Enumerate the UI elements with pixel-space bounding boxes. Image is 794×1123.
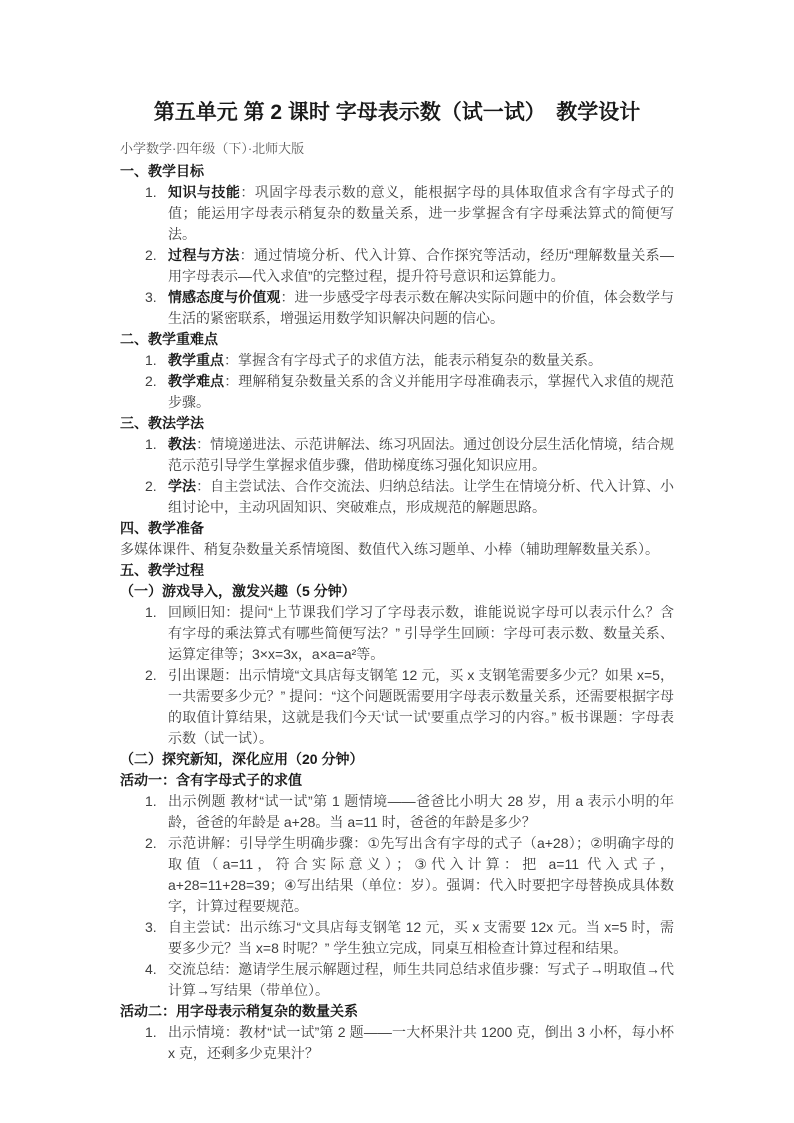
- item-text: 引出课题：出示情境“文具店每支钢笔 12 元，买 x 支钢笔需要多少元？如果 x=5，一共需要多少元？” 提问：“这个问题既需要用字母表示数量关系，还需要根据字母的取值计算结果，这就是我们今天‘试一试’要重点学习的内容。” 板书课题：字母表示数（试一试）。: [168, 667, 674, 746]
- list-item: [120, 371, 674, 413]
- list-number: 2.: [145, 478, 157, 494]
- item-text: [168, 350, 674, 371]
- key-points-list: [120, 350, 674, 413]
- item-text: [168, 182, 674, 245]
- item-text: [168, 371, 674, 413]
- subsection-heading-explore: （二）探究新知，深化应用（20 分钟）: [120, 751, 364, 767]
- item-term: 过程与方法: [168, 247, 240, 263]
- list-number: 3.: [145, 289, 157, 305]
- item-body: ：掌握含有字母式子的求值方法，能表示稍复杂的数量关系。: [224, 352, 602, 368]
- methods-list: [120, 434, 674, 518]
- item-body: ：通过情境分析、代入计算、合作探究等活动，经历“理解数量关系—用字母表示—代入求值”的完整过程，提升符号意识和运算能力。: [168, 247, 674, 284]
- list-number: 2.: [145, 835, 157, 851]
- intro-list: [120, 602, 674, 749]
- list-item: [120, 1022, 674, 1064]
- list-item: [120, 182, 674, 245]
- section-heading-key-points: 二、教学重难点: [120, 331, 218, 347]
- item-body: ：进一步感受字母表示数在解决实际问题中的价值，体会数学与生活的紧密联系，增强运用数学知识解决问题的信心。: [168, 289, 675, 326]
- list-number: 3.: [145, 919, 157, 935]
- list-item: [120, 917, 674, 959]
- objectives-list: [120, 182, 674, 329]
- item-term: 情感态度与价值观: [168, 289, 281, 305]
- subsection-heading-intro: （一）游戏导入，激发兴趣（5 分钟）: [120, 583, 356, 599]
- list-item: [120, 245, 674, 287]
- list-number: 1.: [145, 793, 157, 809]
- document-title: 第五单元 第 2 课时 字母表示数（试一试） 教学设计: [153, 101, 641, 124]
- list-item: [120, 350, 674, 371]
- item-text: 示范讲解：引导学生明确步骤：①先写出含有字母的式子（a+28）；②明确字母的取值（a=11，符合实际意义）；③代入计算：把 a=11 代入式子，a+28=11+28=39；④写出结果（单位：岁）。强调：代入时要把字母替换成具体数字，计算过程要规范。: [168, 835, 674, 914]
- document-subtitle: 小学数学·四年级（下）·北师大版: [120, 141, 305, 156]
- list-item: [120, 833, 674, 917]
- item-body: ：巩固字母表示数的意义，能根据字母的具体取值求含有字母式子的值；能运用字母表示稍复杂的数量关系，进一步掌握含有字母乘法算式的简便写法。: [168, 184, 675, 242]
- section-heading-objectives: 一、教学目标: [120, 163, 204, 179]
- item-text: [168, 434, 674, 476]
- activity-one-list: [120, 791, 674, 1001]
- list-number: 2.: [145, 667, 157, 683]
- list-number: 1.: [145, 184, 157, 200]
- section-heading-preparation: 四、教学准备: [120, 520, 204, 536]
- list-number: 4.: [145, 961, 157, 977]
- list-number: 1.: [145, 1024, 157, 1040]
- item-term: 知识与技能: [168, 184, 241, 200]
- list-number: 2.: [145, 373, 157, 389]
- item-term: 教学重点: [168, 352, 224, 368]
- list-item: [120, 434, 674, 476]
- list-item: [120, 959, 674, 1001]
- item-term: 教法: [168, 436, 197, 452]
- item-text: [168, 476, 674, 518]
- list-number: 1.: [145, 352, 157, 368]
- list-number: 2.: [145, 247, 157, 263]
- item-text: 出示例题 教材“试一试”第 1 题情境——爸爸比小明大 28 岁，用 a 表示小明的年龄，爸爸的年龄是 a+28。当 a=11 时，爸爸的年龄是多少？: [168, 793, 674, 830]
- section-heading-methods: 三、教法学法: [120, 415, 204, 431]
- list-number: 1.: [145, 604, 157, 620]
- list-item: [120, 476, 674, 518]
- activity-two-heading: 活动二：用字母表示稍复杂的数量关系: [120, 1003, 358, 1019]
- item-term: 学法: [168, 478, 197, 494]
- list-item: [120, 602, 674, 665]
- section-heading-process: 五、教学过程: [120, 562, 204, 578]
- item-text: 自主尝试：出示练习“文具店每支钢笔 12 元，买 x 支需要 12x 元。当 x=5 时，需要多少元？当 x=8 时呢？” 学生独立完成，同桌互相检查计算过程和结果。: [168, 919, 674, 956]
- item-term: 教学难点: [168, 373, 225, 389]
- list-item: [120, 287, 674, 329]
- activity-one-heading: 活动一：含有字母式子的求值: [120, 772, 302, 788]
- item-text: 回顾旧知：提问“上节课我们学习了字母表示数，谁能说说字母可以表示什么？含有字母的乘法算式有哪些简便写法？” 引导学生回顾：字母可表示数、数量关系、运算定律等；3×x=3x，a×a=a²等。: [168, 604, 674, 662]
- list-item: [120, 791, 674, 833]
- activity-two-list: [120, 1022, 674, 1064]
- item-text: 出示情境：教材“试一试”第 2 题——一大杯果汁共 1200 克，倒出 3 小杯，每小杯 x 克，还剩多少克果汁？: [168, 1024, 674, 1061]
- list-item: [120, 665, 674, 749]
- item-body: ：自主尝试法、合作交流法、归纳总结法。让学生在情境分析、代入计算、小组讨论中，主动巩固知识、突破难点，形成规范的解题思路。: [168, 478, 675, 515]
- item-body: ：理解稍复杂数量关系的含义并能用字母准确表示，掌握代入求值的规范步骤。: [168, 373, 675, 410]
- item-text: [168, 287, 674, 329]
- list-number: 1.: [145, 436, 157, 452]
- item-text: [168, 245, 674, 287]
- preparation-paragraph: 多媒体课件、稍复杂数量关系情境图、数值代入练习题单、小棒（辅助理解数量关系）。: [120, 541, 659, 557]
- item-text: 交流总结：邀请学生展示解题过程，师生共同总结求值步骤：写式子→明取值→代计算→写结果（带单位）。: [168, 961, 674, 998]
- item-body: ：情境递进法、示范讲解法、练习巩固法。通过创设分层生活化情境，结合规范示范引导学生掌握求值步骤，借助梯度练习强化知识应用。: [168, 436, 675, 473]
